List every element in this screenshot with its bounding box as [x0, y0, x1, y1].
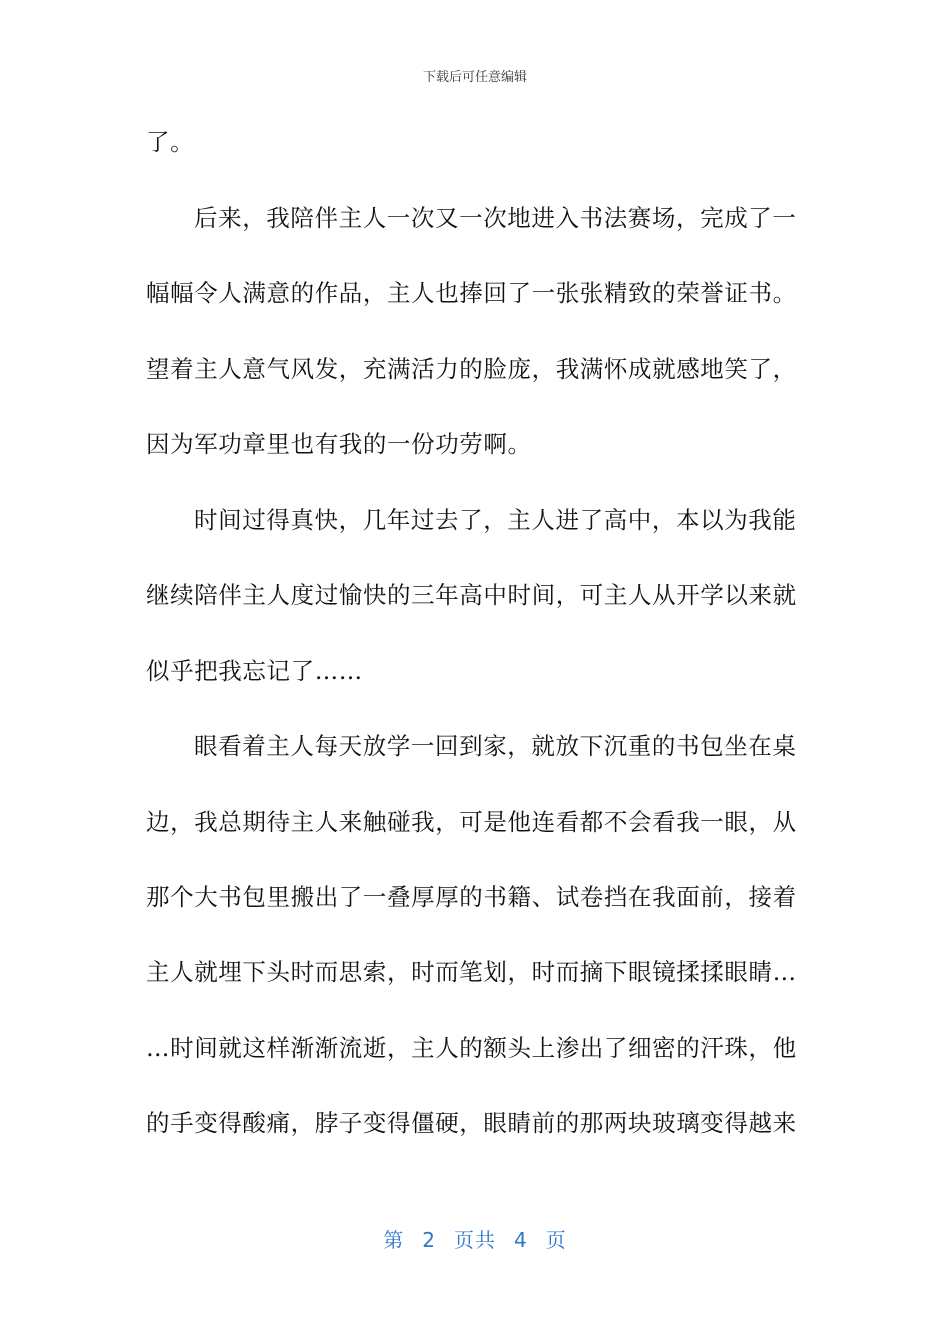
text-line: 望着主人意气风发，充满活力的脸庞，我满怀成就感地笑了，	[146, 355, 797, 383]
text-line: 时间过得真快，几年过去了，主人进了高中，本以为我能	[194, 506, 797, 534]
text-line: 似乎把我忘记了……	[146, 657, 363, 685]
text-line: 主人就埋下头时而思索，时而笔划，时而摘下眼镜揉揉眼睛…	[146, 958, 797, 986]
text-line: 幅幅令人满意的作品，主人也捧回了一张张精致的荣誉证书。	[146, 279, 797, 307]
text-line: …时间就这样渐渐流逝，主人的额头上渗出了细密的汗珠，他	[146, 1034, 797, 1062]
text-line: 那个大书包里搬出了一叠厚厚的书籍、试卷挡在我面前，接着	[146, 883, 797, 911]
text-line: 了。	[146, 128, 195, 156]
footer-total-pages: 4	[514, 1228, 528, 1252]
text-line: 眼看着主人每天放学一回到家，就放下沉重的书包坐在桌	[194, 732, 797, 760]
page-header: 下载后可任意编辑	[422, 70, 527, 85]
text-line: 后来，我陪伴主人一次又一次地进入书法赛场，完成了一	[194, 204, 797, 232]
footer-page-number: 2	[422, 1228, 436, 1252]
footer-prefix: 第	[383, 1228, 405, 1252]
footer-middle: 页共	[454, 1228, 496, 1252]
text-line: 边，我总期待主人来触碰我，可是他连看都不会看我一眼，从	[146, 808, 797, 836]
text-line: 因为军功章里也有我的一份功劳啊。	[146, 430, 532, 458]
text-line: 的手变得酸痛，脖子变得僵硬，眼睛前的那两块玻璃变得越来	[146, 1109, 797, 1137]
page-footer	[0, 1224, 950, 1253]
footer-suffix: 页	[545, 1228, 567, 1252]
text-line: 继续陪伴主人度过愉快的三年高中时间，可主人从开学以来就	[146, 581, 797, 609]
